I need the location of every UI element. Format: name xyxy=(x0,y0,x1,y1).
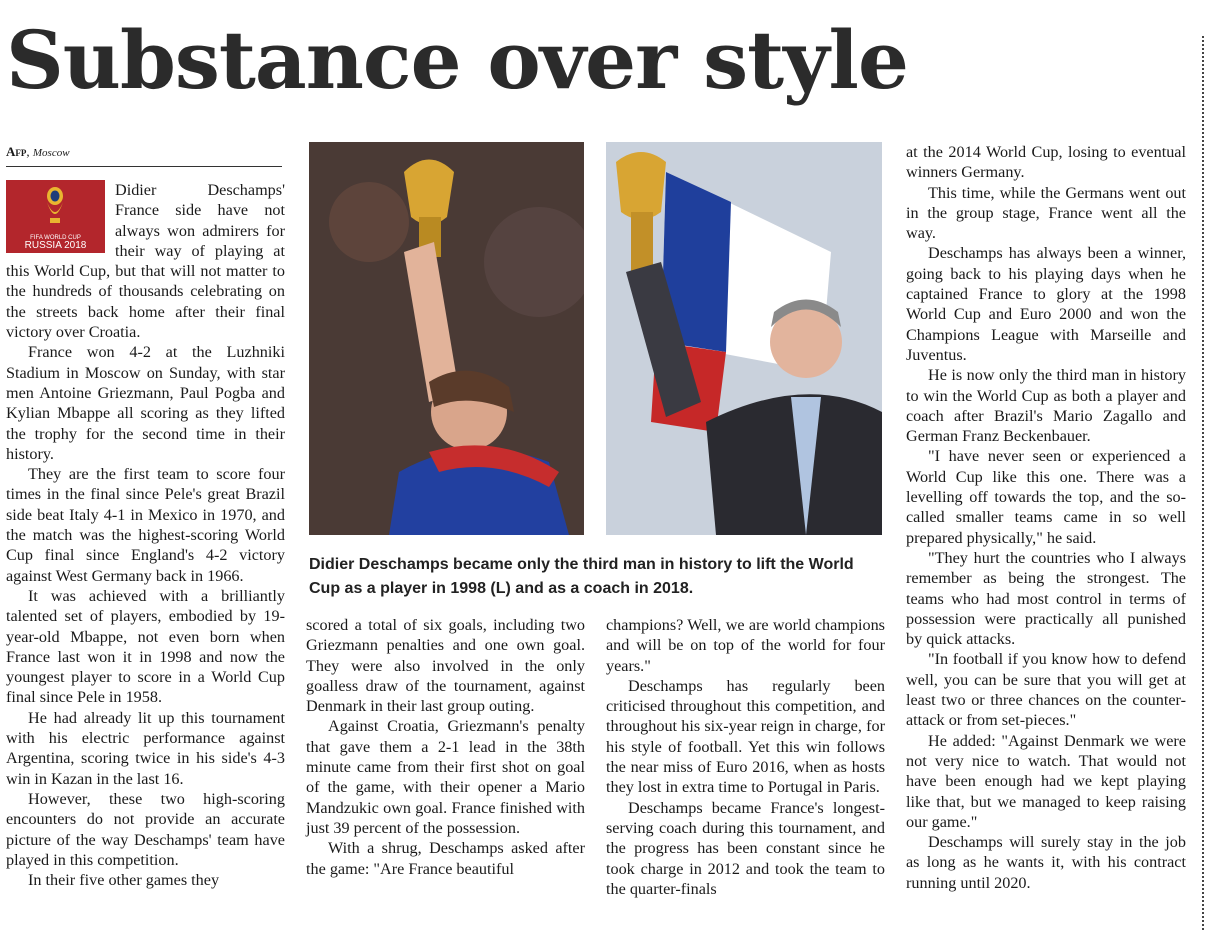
paragraph: Deschamps became France's longest-serving coach during this tournament, and the progress has been constant since he took charge in 2012 and took the team to the quarter-finals xyxy=(606,798,885,898)
paragraph: scored a total of six goals, including two Griezmann penalties and one own goal. They were also involved in the only goalless draw of the tournament, against Denmark in their last group outing. xyxy=(306,616,585,716)
photo-2018-illustration xyxy=(606,142,882,535)
paragraph: This time, while the Germans went out in the group stage, France went all the way. xyxy=(906,183,1186,243)
paragraph: Deschamps has always been a winner, going back to his playing days when he captained France to glory at the 1998 World Cup and Euro 2000 and won the Champions League with Marseille and Juventus. xyxy=(906,244,1186,364)
paragraph: They are the first team to score four times in the final since Pele's great Brazil side beat Italy 4-1 in Mexico in 1970, and the match was the highest-scoring World Cup final since England's 4-2 victory against West Germany back in 1966. xyxy=(6,465,285,585)
byline: Afp, Moscow xyxy=(6,144,282,167)
photo-deschamps-1998 xyxy=(309,142,584,535)
photo-caption: Didier Deschamps became only the third man in history to lift the World Cup as a player in 1998 (L) and as a coach in 2018. xyxy=(309,556,854,597)
article-column-2 xyxy=(306,615,585,879)
paragraph: Didier Deschamps' France side have not always won admirers for their way of playing at this World Cup, but that will not matter to the hundreds of thousands celebrating on the streets back home after their final victory over Croatia. xyxy=(6,181,285,342)
article-column-4 xyxy=(906,142,1186,893)
logo-line-1: FIFA WORLD CUP xyxy=(30,235,81,241)
article-column-3 xyxy=(606,615,885,899)
paragraph: "I have never seen or experienced a World Cup like this one. There was a levelling off towards the top, and the so-called smaller teams came in so well prepared physically," he said. xyxy=(906,447,1186,547)
photo-1998-illustration xyxy=(309,142,584,535)
paragraph: "They hurt the countries who I always remember as being the strongest. The teams who had most control in terms of possession were practically all punished by quick attacks. xyxy=(906,548,1186,649)
paragraph: With a shrug, Deschamps asked after the game: "Are France beautiful xyxy=(306,839,585,878)
column-rule-dotted xyxy=(1202,36,1204,930)
byline-agency: Afp xyxy=(6,144,27,159)
article-column-1 xyxy=(6,180,285,890)
paragraph: Against Croatia, Griezmann's penalty that gave them a 2-1 lead in the 38th minute came from their first shot on goal of the game, with their opener a Mario Mandzukic own goal. France finished with just 39 percent of the possession. xyxy=(306,717,585,837)
byline-place: Moscow xyxy=(32,147,70,159)
paragraph: Deschamps will surely stay in the job as long as he wants it, with his contract running until 2020. xyxy=(906,833,1186,892)
paragraph: He is now only the third man in history to win the World Cup as both a player and coach after Brazil's Mario Zagallo and German Franz Beckenbauer. xyxy=(906,366,1186,446)
paragraph: champions? Well, we are world champions and will be on top of the world for four years." xyxy=(606,616,885,675)
world-cup-logo xyxy=(6,180,105,253)
paragraph: However, these two high-scoring encounters do not provide an accurate picture of the way Deschamps' team have played in this competition. xyxy=(6,789,285,869)
logo-line-2: RUSSIA 2018 xyxy=(24,240,87,251)
paragraph: It was achieved with a brilliantly talented set of players, embodied by 19-year-old Mbappe, not even born when France last won it in 1998 and now the youngest player to score in a World Cup final since Pele in 1958. xyxy=(6,586,285,707)
paragraph: France won 4-2 at the Luzhniki Stadium in Moscow on Sunday, with star men Antoine Griezmann, Paul Pogba and Kylian Mbappe all scoring as they lifted the trophy for the second time in their history. xyxy=(6,343,285,463)
paragraph: "In football if you know how to defend well, you can be sure that you will get at least two or three chances on the counter-attack or from set-pieces." xyxy=(906,650,1186,730)
paragraph: Deschamps has regularly been criticised throughout this competition, and throughout his six-year reign in charge, for his style of football. Yet this win follows the near miss of Euro 2016, when as hosts they lost in extra time to Portugal in Paris. xyxy=(606,676,885,797)
paragraph: He had already lit up this tournament with his electric performance against Argentina, scoring twice in his side's 4-3 win in Kazan in the last 16. xyxy=(6,708,285,788)
trophy-emblem-icon xyxy=(43,186,67,224)
photo-deschamps-2018 xyxy=(606,142,882,535)
paragraph: at the 2014 World Cup, losing to eventual winners Germany. xyxy=(906,143,1186,182)
paragraph: He added: "Against Denmark we were not very nice to watch. That would not have been enough had we kept playing like that, but we managed to keep raising our game." xyxy=(906,731,1186,831)
headline: Substance over style xyxy=(6,13,908,107)
paragraph: In their five other games they xyxy=(28,871,220,890)
